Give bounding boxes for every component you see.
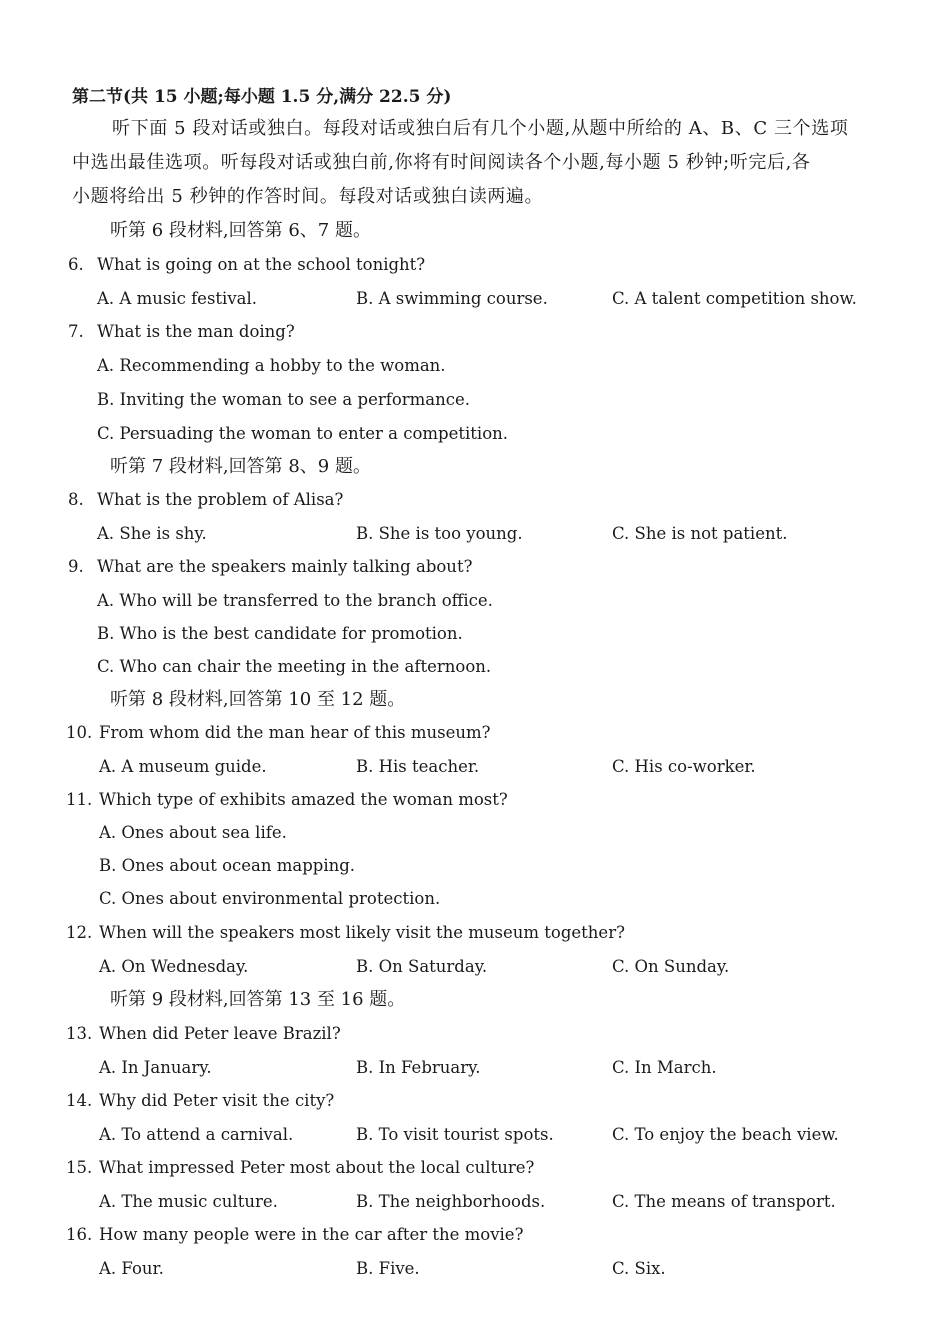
option-b: B. His teacher. (356, 757, 480, 776)
question-number: 12. (66, 923, 93, 942)
option-c: C. Who can chair the meeting in the afternoon. (97, 657, 492, 676)
option-b: B. In February. (356, 1058, 481, 1077)
option-c: C. Six. (612, 1259, 666, 1278)
option-b: B. She is too young. (356, 524, 523, 543)
question-number: 8. (68, 490, 84, 509)
question-text: Which type of exhibits amazed the woman most? (99, 790, 508, 809)
question-number: 15. (66, 1158, 93, 1177)
question-text: What is the man doing? (97, 322, 295, 341)
option-b: B. Ones about ocean mapping. (99, 856, 356, 875)
question-text: How many people were in the car after the movie? (99, 1225, 524, 1244)
question-text: From whom did the man hear of this museum? (99, 723, 491, 742)
option-b: B. The neighborhoods. (356, 1192, 546, 1211)
option-a: A. Ones about sea life. (99, 823, 287, 842)
section-heading: 第二节(共 15 小题;每小题 1.5 分,满分 22.5 分) (72, 87, 452, 107)
question-number: 13. (66, 1024, 93, 1043)
question-text: When did Peter leave Brazil? (99, 1024, 341, 1043)
option-a: A. On Wednesday. (99, 957, 249, 976)
option-c: C. To enjoy the beach view. (612, 1125, 839, 1144)
question-text: What is going on at the school tonight? (97, 255, 426, 274)
option-a: A. Four. (99, 1259, 164, 1278)
question-number: 9. (68, 557, 84, 576)
option-a: A. The music culture. (99, 1192, 278, 1211)
question-number: 16. (66, 1225, 93, 1244)
option-c: C. She is not patient. (612, 524, 788, 543)
question-number: 7. (68, 322, 84, 341)
question-number: 6. (68, 255, 84, 274)
instructions-line-1: 听下面 5 段对话或独白。每段对话或独白后有几个小题,从题中所给的 A、B、C 三个选项 (112, 118, 849, 139)
option-a: A. A museum guide. (99, 757, 267, 776)
option-a: A. She is shy. (97, 524, 207, 543)
option-a: A. Recommending a hobby to the woman. (97, 356, 446, 375)
material-heading: 听第 8 段材料,回答第 10 至 12 题。 (110, 689, 406, 710)
option-a: A. To attend a carnival. (99, 1125, 294, 1144)
question-number: 14. (66, 1091, 93, 1110)
question-text: What are the speakers mainly talking about? (97, 557, 473, 576)
option-c: C. His co-worker. (612, 757, 756, 776)
material-heading: 听第 6 段材料,回答第 6、7 题。 (110, 220, 371, 241)
option-c: C. A talent competition show. (612, 289, 857, 308)
option-a: A. Who will be transferred to the branch office. (97, 591, 493, 610)
option-b: B. Who is the best candidate for promotion. (97, 624, 463, 643)
option-c: C. On Sunday. (612, 957, 730, 976)
option-a: A. In January. (99, 1058, 212, 1077)
option-b: B. Inviting the woman to see a performance. (97, 390, 471, 409)
question-number: 10. (66, 723, 93, 742)
material-heading: 听第 9 段材料,回答第 13 至 16 题。 (110, 989, 406, 1010)
option-b: B. To visit tourist spots. (356, 1125, 554, 1144)
option-c: C. In March. (612, 1058, 717, 1077)
question-number: 11. (66, 790, 93, 809)
option-c: C. Ones about environmental protection. (99, 889, 441, 908)
question-text: What impressed Peter most about the local culture? (99, 1158, 535, 1177)
option-c: C. The means of transport. (612, 1192, 836, 1211)
option-b: B. A swimming course. (356, 289, 548, 308)
question-text: What is the problem of Alisa? (97, 490, 344, 509)
option-b: B. On Saturday. (356, 957, 488, 976)
question-text: Why did Peter visit the city? (99, 1091, 335, 1110)
question-text: When will the speakers most likely visit the museum together? (99, 923, 625, 942)
option-c: C. Persuading the woman to enter a competition. (97, 424, 509, 443)
instructions-line-2: 中选出最佳选项。听每段对话或独白前,你将有时间阅读各个小题,每小题 5 秒钟;听完后,各 (72, 152, 811, 173)
option-b: B. Five. (356, 1259, 420, 1278)
option-a: A. A music festival. (97, 289, 257, 308)
instructions-line-3: 小题将给出 5 秒钟的作答时间。每段对话或独白读两遍。 (72, 186, 544, 207)
material-heading: 听第 7 段材料,回答第 8、9 题。 (110, 456, 371, 477)
